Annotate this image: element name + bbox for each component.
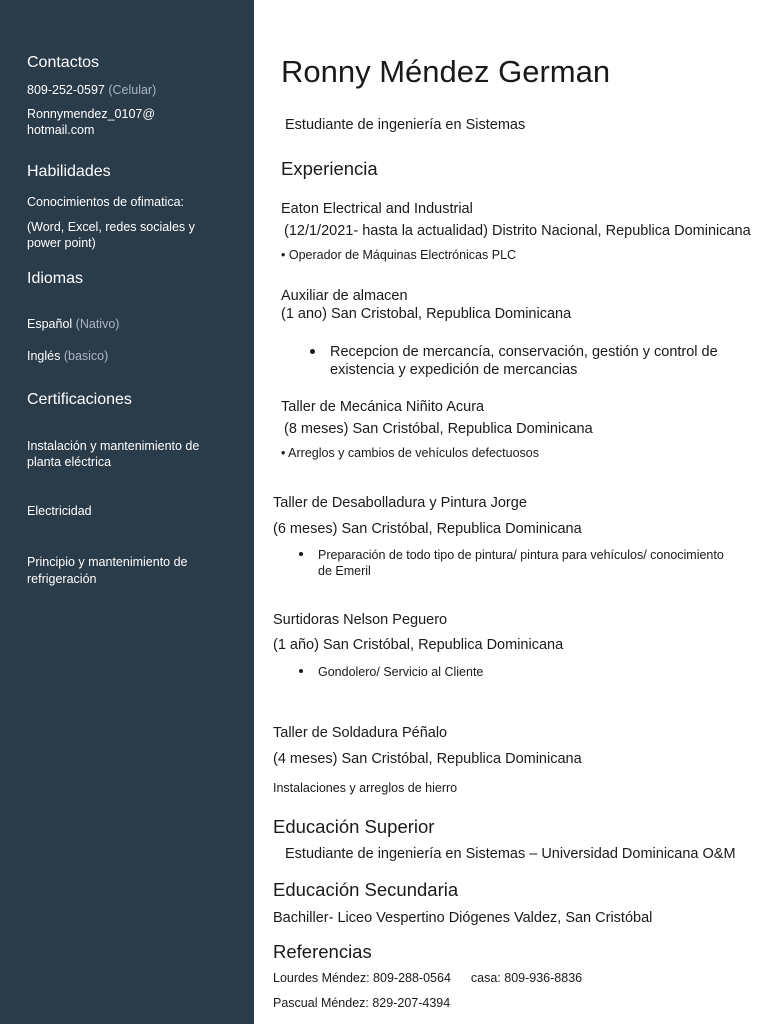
job-5-title: Surtidoras Nelson Peguero [273,612,448,628]
sidebar [0,0,254,1024]
reference-2: Pascual Méndez: 829-207-4394 [273,996,451,1010]
reference-1-main: Lourdes Méndez: 809-288-0564 [273,971,451,985]
reference-1 [273,971,582,985]
job-1-bullet: • Operador de Máquinas Electrónicas PLC [281,248,517,262]
skill-2-line2: power point) [27,236,96,250]
main-content [254,0,768,1024]
email-line1: Ronnymendez_0107@ [27,107,156,121]
job-4-bullet-line2: de Emeril [318,564,371,578]
experience-heading: Experiencia [281,158,378,179]
job-6-detail: (4 meses) San Cristóbal, Republica Dominicana [273,751,582,767]
language-2-level: (basico) [63,349,109,363]
language-1 [27,316,237,332]
language-1-level: (Nativo) [75,317,120,331]
job-4-bullet [299,547,759,579]
job-6-title: Taller de Soldadura Péñalo [273,725,448,741]
bullet-dot [310,349,315,354]
certifications-heading: Certificaciones [27,391,132,408]
cert-3-line2: refrigeración [27,572,97,586]
language-2-name: Inglés [27,349,61,363]
job-1-title: Eaton Electrical and Industrial [281,201,473,217]
cert-3-line1: Principio y mantenimiento de [27,555,188,569]
language-2 [27,348,237,364]
cert-1-line2: planta eléctrica [27,455,112,469]
job-2-bullet [310,343,750,379]
candidate-subtitle: Estudiante de ingeniería en Sistemas [285,117,526,133]
education-superior-text: Estudiante de ingeniería en Sistemas – Universidad Dominicana O&M [285,846,736,862]
references-heading: Referencias [273,941,372,962]
education-superior-heading: Educación Superior [273,816,435,837]
language-1-name: Español [27,317,73,331]
job-3-title: Taller de Mecánica Niñito Acura [281,399,485,415]
job-2-title: Auxiliar de almacen [281,288,408,304]
candidate-name: Ronny Méndez German [281,54,611,89]
job-6-bullet: Instalaciones y arreglos de hierro [273,781,458,795]
job-4-bullet-line1: Preparación de todo tipo de pintura/ pintura para vehículos/ conocimiento [318,548,724,562]
cert-1-line1: Instalación y mantenimiento de [27,439,200,453]
cert-2: Electricidad [27,504,92,518]
email-line2: hotmail.com [27,123,95,137]
job-1-detail: (12/1/2021- hasta la actualidad) Distrito Nacional, Republica Dominicana [284,223,751,239]
reference-1-home: casa: 809-936-8836 [470,971,583,985]
job-5-bullet-text: Gondolero/ Servicio al Cliente [318,665,484,679]
job-2-bullet-line2: existencia y expedición de mercancias [330,362,578,378]
job-2-detail: (1 ano) San Cristobal, Republica Dominicana [281,306,572,322]
bullet-dot [299,552,303,556]
job-3-detail: (8 meses) San Cristóbal, Republica Dominicana [284,421,593,437]
languages-heading: Idiomas [27,270,84,287]
job-3-bullet: • Arreglos y cambios de vehículos defectuosos [281,446,539,460]
job-4-title: Taller de Desabolladura y Pintura Jorge [273,495,527,511]
phone-type: (Celular) [108,83,157,97]
job-5-detail: (1 año) San Cristóbal, Republica Dominicana [273,637,564,653]
job-5-bullet [299,664,759,680]
phone [27,82,237,98]
bullet-dot [299,669,303,673]
phone-number: 809-252-0597 [27,83,105,97]
skills-heading: Habilidades [27,163,111,180]
job-4-detail: (6 meses) San Cristóbal, Republica Dominicana [273,521,582,537]
job-2-bullet-line1: Recepcion de mercancía, conservación, gestión y control de [330,344,718,360]
education-secondary-heading: Educación Secundaria [273,879,459,900]
education-secondary-text: Bachiller- Liceo Vespertino Diógenes Valdez, San Cristóbal [273,910,653,926]
skill-1: Conocimientos de ofimatica: [27,195,185,209]
contact-heading: Contactos [27,54,100,71]
skill-2-line1: (Word, Excel, redes sociales y [27,220,195,234]
